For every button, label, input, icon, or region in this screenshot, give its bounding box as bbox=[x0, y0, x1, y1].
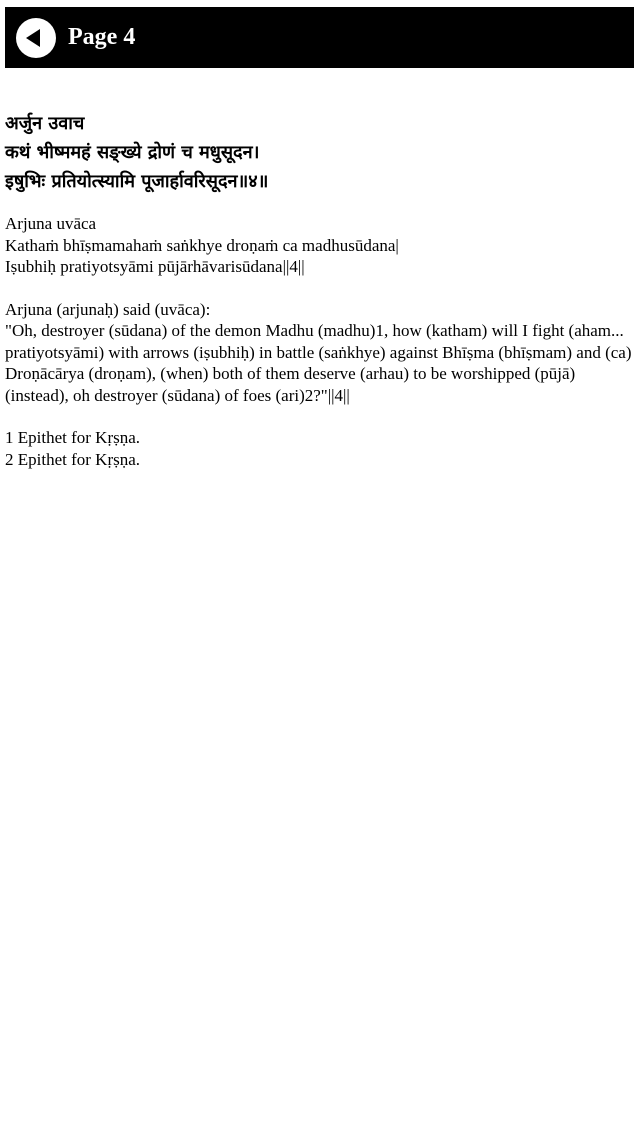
footnote: 1 Epithet for Kṛṣṇa. bbox=[5, 428, 141, 447]
transliteration-line: Arjuna uvāca bbox=[5, 214, 97, 233]
footnotes bbox=[5, 427, 634, 470]
translation-speaker: Arjuna (arjunaḥ) said (uvāca): bbox=[5, 299, 211, 319]
back-button[interactable] bbox=[16, 18, 56, 58]
translation bbox=[5, 299, 634, 407]
sanskrit-line: कथं भीष्ममहं सङ्ख्ये द्रोणं च मधुसूदन। bbox=[5, 142, 260, 163]
footnote: 2 Epithet for Kṛṣṇa. bbox=[5, 449, 141, 469]
sanskrit-line: अर्जुन उवाच bbox=[5, 113, 85, 134]
sanskrit-line: इषुभिः प्रतियोत्स्यामि पूजार्हावरिसूदन॥४॥ bbox=[5, 171, 269, 192]
page-title: Page 4 bbox=[68, 24, 136, 50]
sanskrit-verse bbox=[5, 109, 634, 196]
page-content bbox=[5, 109, 634, 470]
transliteration-line: Iṣubhiḥ pratiyotsyāmi pūjārhāvarisūdana||4|| bbox=[5, 257, 305, 276]
back-arrow-icon bbox=[16, 18, 56, 58]
transliteration bbox=[5, 213, 634, 278]
transliteration-line: Kathaṁ bhīṣmamahaṁ saṅkhye droṇaṁ ca madhusūdana| bbox=[5, 235, 399, 255]
header-bar bbox=[5, 7, 634, 68]
translation-text: "Oh, destroyer (sūdana) of the demon Madhu (madhu)1, how (katham) will I fight (aham... pratiyotsyāmi) with arrows (iṣubhiḥ) in battle (saṅkhye) against Bhīṣma (bhīṣmam) and (ca) Droṇācārya (droṇam), (when) both of them deserve (arhau) to be worshipped (pūjā) (instead), oh destroyer (sūdana) of foes (ari)2?"||4|| bbox=[5, 321, 632, 405]
